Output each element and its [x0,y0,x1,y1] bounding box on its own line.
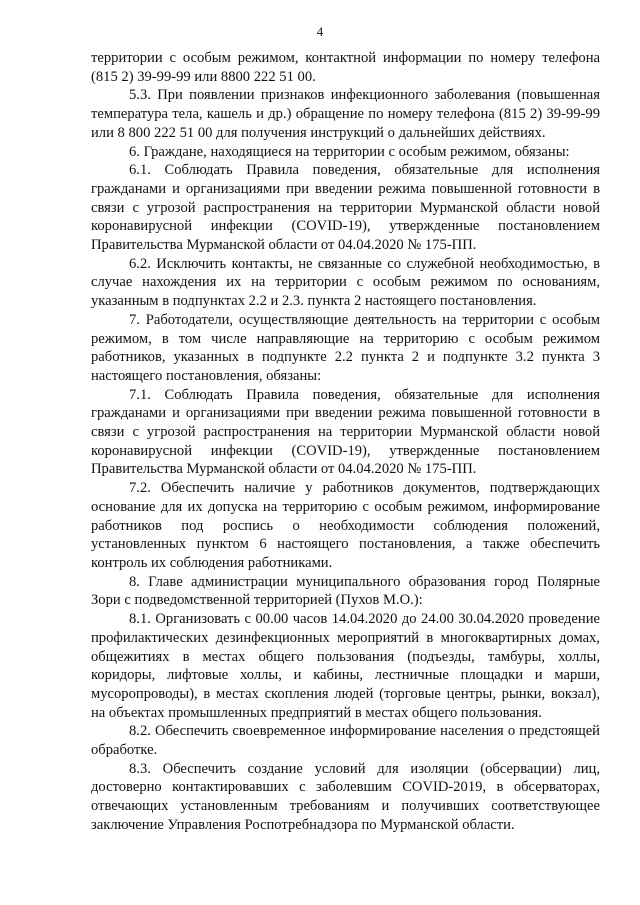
paragraph-8-1: 8.1. Организовать с 00.00 часов 14.04.2020 до 24.00 30.04.2020 проведение профилактических дезинфекционных мероприятий в многоквартирных домах, общежитиях в местах общего пользования (подъезды, тамбуры, холлы, коридоры, лифтовые холлы, и кабины, лестничные площадки и марши, мусоропроводы), в местах скопления людей (торговые центры, рынки, вокзал), на объектах промышленных предприятий в местах общего пользования. [91,611,600,721]
paragraph-5-3: 5.3. При появлении признаков инфекционного заболевания (повышенная температура тела, кашель и др.) обращение по номеру телефона (815 2) 39-99-99 или 8 800 222 51 00 для получения инструкций о дальнейших действиях. [91,87,600,141]
document-body [91,49,600,835]
page-number: 4 [316,24,324,39]
paragraph-8-3: 8.3. Обеспечить создание условий для изоляции (обсервации) лиц, достоверно контактировавших с заболевшим COVID-2019, в обсерваторах, отвечающих установленным требованиям и получивших соответствующее заключение Управления Роспотребнадзора по Мурманской области. [91,760,600,833]
paragraph-8-2: 8.2. Обеспечить своевременное информирование населения о предстоящей обработке. [91,723,600,759]
paragraph-continuation: территории с особым режимом, контактной информации по номеру телефона (815 2) 39-99-99 или 8800 222 51 00. [91,50,600,85]
paragraph-7: 7. Работодатели, осуществляющие деятельность на территории с особым режимом, в том числе направляющие на территорию с особым режимом работников, указанных в подпункте 2.2 пункта 2 и подпункте 3.2 пункта 3 настоящего постановления, обязаны: [91,311,600,384]
paragraph-6-2: 6.2. Исключить контакты, не связанные со служебной необходимостью, в случае нахождения их на территории с особым режимом по основаниям, указанным в подпунктах 2.2 и 2.3. пункта 2 настоящего постановления. [91,255,600,310]
paragraph-6-1: 6.1. Соблюдать Правила поведения, обязательные для исполнения гражданами и организациями при введении режима повышенной готовности в связи с угрозой распространения на территории Мурманской области новой коронавирусной инфекции (COVID-19), утвержденные постановлением Правительства Мурманской области от 04.04.2020 № 175-ПП. [91,162,600,254]
paragraph-7-1: 7.1. Соблюдать Правила поведения, обязательные для исполнения гражданами и организациями при введении режима повышенной готовности в связи с угрозой распространения на территории Мурманской области новой коронавирусной инфекции (COVID-19), утвержденные постановлением Правительства Мурманской области от 04.04.2020 № 175-ПП. [91,386,600,478]
paragraph-7-2: 7.2. Обеспечить наличие у работников документов, подтверждающих основание для их допуска на территорию с особым режимом, информирование работников под роспись о необходимости соблюдения положений, установленных пунктом 6 настоящего постановления, а также обеспечить контроль их соблюдения работниками. [91,480,600,571]
paragraph-6: 6. Граждане, находящиеся на территории с особым режимом, обязаны: [129,143,570,160]
paragraph-8: 8. Главе администрации муниципального образования город Полярные Зори с подведомственной территорией (Пухов М.О.): [91,573,600,609]
